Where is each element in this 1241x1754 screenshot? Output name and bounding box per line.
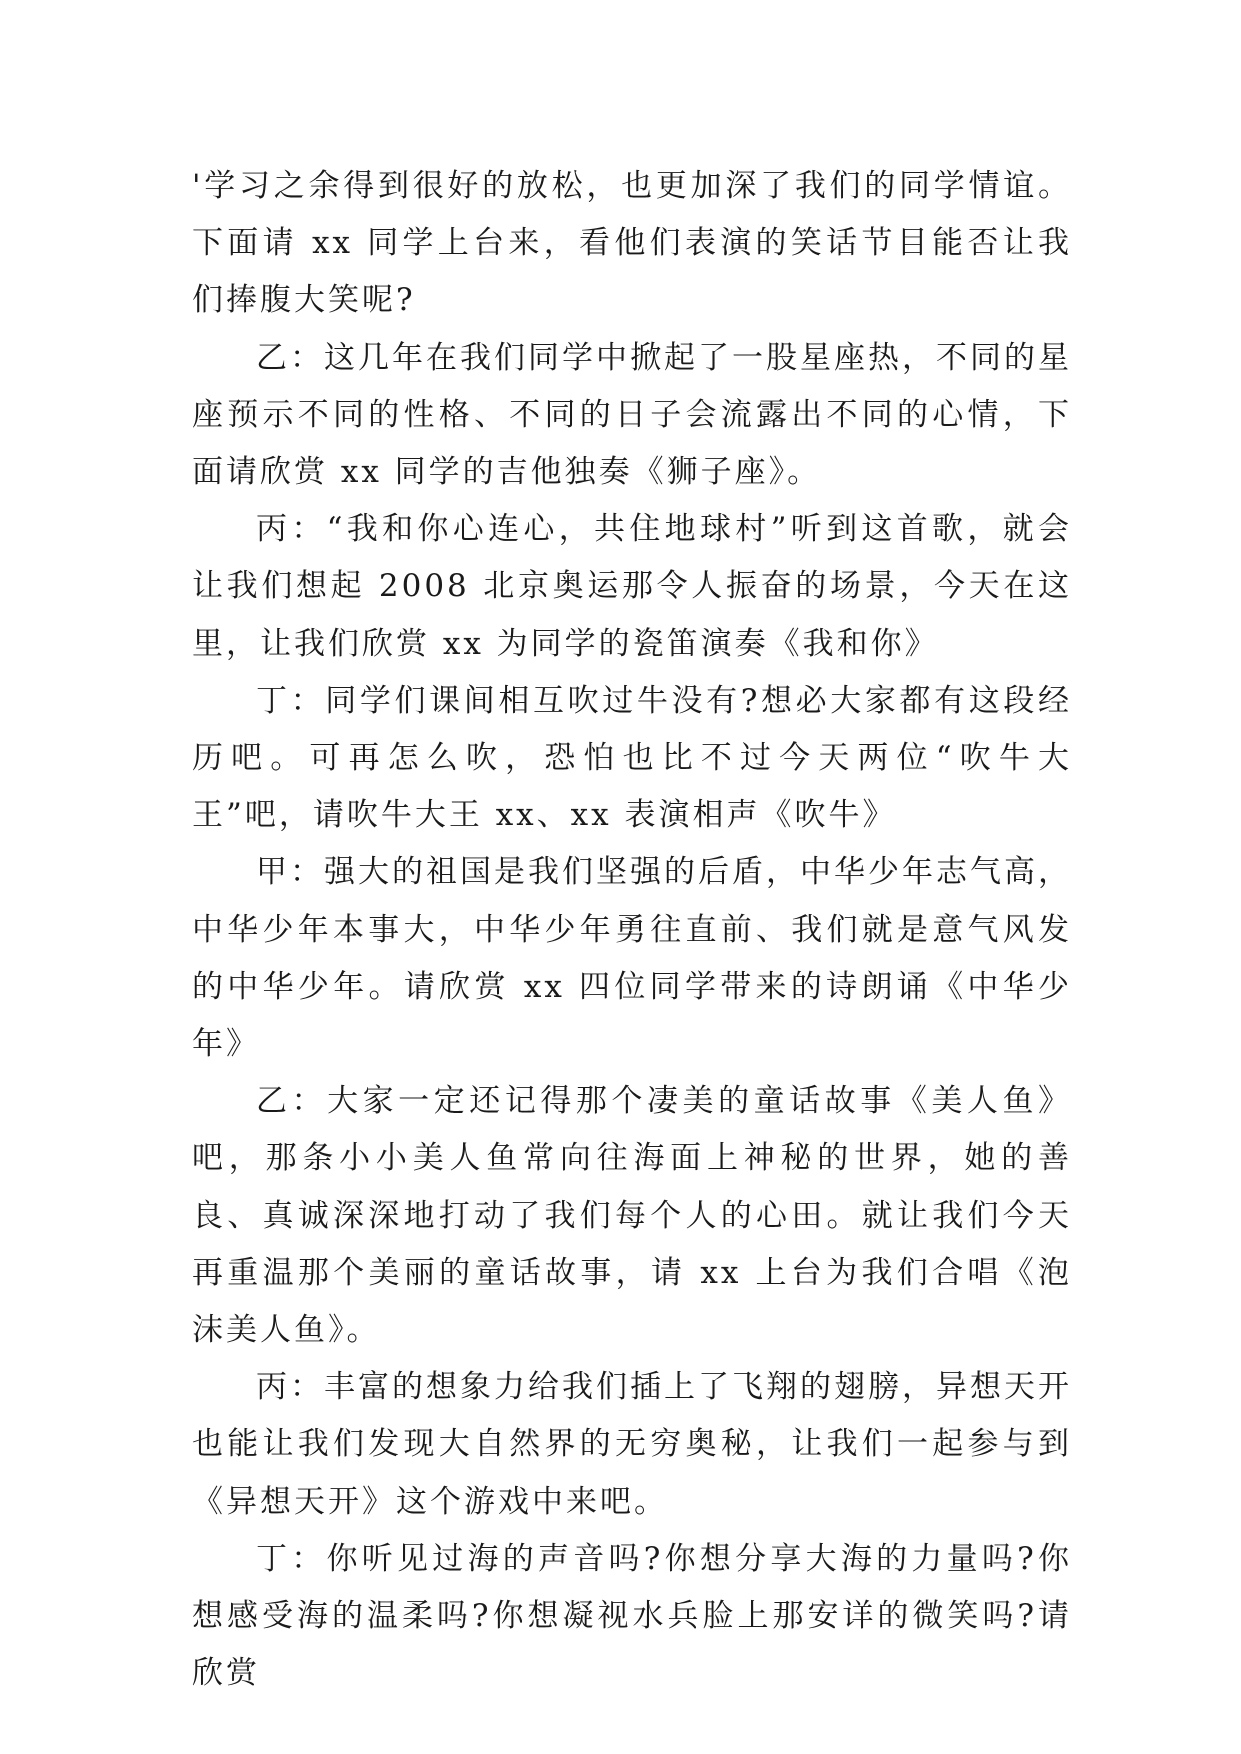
paragraph-ding-crosstalk: 丁：同学们课间相互吹过牛没有?想必大家都有这段经历吧。可再怎么吹，恐怕也比不过今天两位“吹牛大王”吧，请吹牛大王 xx、xx 表演相声《吹牛》 [192, 682, 1072, 834]
paragraph-yi-constellation: 乙：这几年在我们同学中掀起了一股星座热，不同的星座预示不同的性格、不同的日子会流露出不同的心情，下面请欣赏 xx 同学的吉他独奏《狮子座》。 [192, 339, 1072, 491]
paragraph-jia-poem: 甲：强大的祖国是我们坚强的后盾，中华少年志气高，中华少年本事大，中华少年勇往直前、我们就是意气风发的中华少年。请欣赏 xx 四位同学带来的诗朗诵《中华少年》 [192, 854, 1072, 1063]
document-body [192, 158, 1072, 1702]
paragraph-yi-mermaid: 乙：大家一定还记得那个凄美的童话故事《美人鱼》吧，那条小小美人鱼常向往海面上神秘的世界，她的善良、真诚深深地打动了我们每个人的心田。就让我们今天再重温那个美丽的童话故事，请 xx 上台为我们合唱《泡沫美人鱼》。 [192, 1083, 1072, 1349]
paragraph-intro-continuation: '学习之余得到很好的放松，也更加深了我们的同学情谊。下面请 xx 同学上台来，看他们表演的笑话节目能否让我们捧腹大笑呢? [192, 168, 1072, 319]
paragraph-ding-sea: 丁：你听见过海的声音吗?你想分享大海的力量吗?你想感受海的温柔吗?你想凝视水兵脸上那安详的微笑吗?请欣赏 [192, 1540, 1072, 1692]
paragraph-bing-game: 丙：丰富的想象力给我们插上了飞翔的翅膀，异想天开也能让我们发现大自然界的无穷奥秘，让我们一起参与到《异想天开》这个游戏中来吧。 [192, 1369, 1072, 1520]
paragraph-bing-olympics: 丙：“我和你心连心，共住地球村”听到这首歌，就会让我们想起 2008 北京奥运那令人振奋的场景，今天在这里，让我们欣赏 xx 为同学的瓷笛演奏《我和你》 [192, 511, 1072, 662]
